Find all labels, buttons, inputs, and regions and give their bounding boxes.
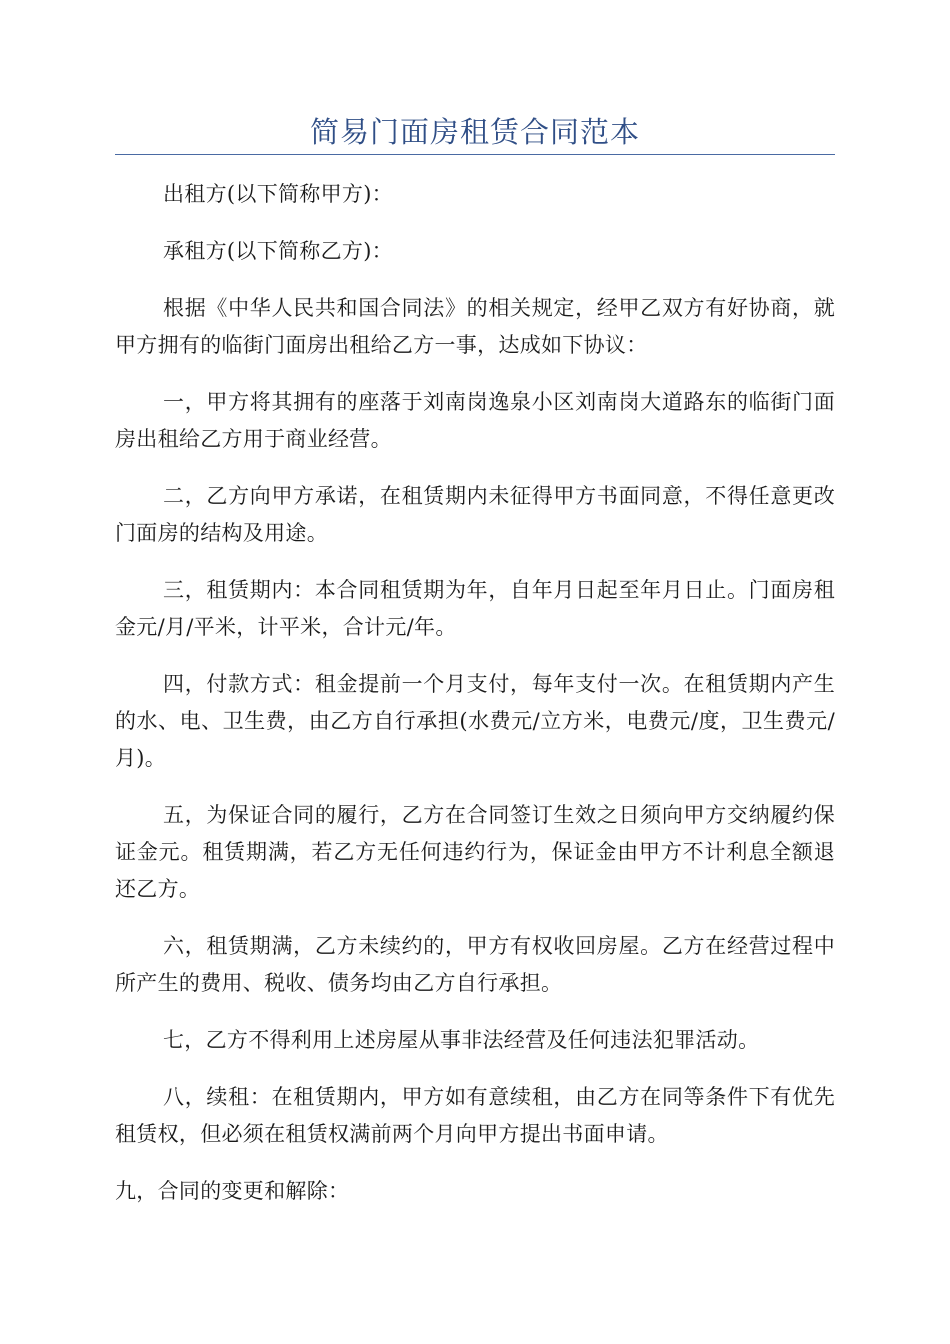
clause-3: 三，租赁期内：本合同租赁期为年，自年月日起至年月日止。门面房租金元/月/平米，计平米，合计元/年。: [115, 578, 835, 639]
clause-2: 二，乙方向甲方承诺，在租赁期内未征得甲方书面同意，不得任意更改门面房的结构及用途。: [115, 484, 835, 545]
paragraph-lessee: 承租方(以下简称乙方)：: [163, 239, 393, 263]
clause-6: 六，租赁期满，乙方未续约的，甲方有权收回房屋。乙方在经营过程中所产生的费用、税收、债务均由乙方自行承担。: [115, 934, 835, 995]
paragraph-preamble: 根据《中华人民共和国合同法》的相关规定，经甲乙双方有好协商，就甲方拥有的临街门面房出租给乙方一事，达成如下协议：: [115, 296, 835, 357]
clause-8: 八，续租：在租赁期内，甲方如有意续租，由乙方在同等条件下有优先租赁权，但必须在租赁权满前两个月向甲方提出书面申请。: [115, 1085, 835, 1146]
clause-9-heading: 九，合同的变更和解除：: [115, 1179, 350, 1203]
clause-4: 四，付款方式：租金提前一个月支付，每年支付一次。在租赁期内产生的水、电、卫生费，由乙方自行承担(水费元/立方米，电费元/度，卫生费元/月)。: [115, 672, 835, 770]
clause-7: 七，乙方不得利用上述房屋从事非法经营及任何违法犯罪活动。: [163, 1028, 760, 1052]
clause-5: 五，为保证合同的履行，乙方在合同签订生效之日须向甲方交纳履约保证金元。租赁期满，若乙方无任何违约行为，保证金由甲方不计利息全额退还乙方。: [115, 803, 835, 901]
clause-1: 一，甲方将其拥有的座落于刘南岗逸泉小区刘南岗大道路东的临街门面房出租给乙方用于商业经营。: [115, 390, 835, 451]
document-title: 简易门面房租赁合同范本: [309, 115, 640, 149]
title-underline: [115, 154, 835, 155]
document-body: [115, 176, 835, 1230]
paragraph-lessor: 出租方(以下简称甲方)：: [163, 182, 393, 206]
